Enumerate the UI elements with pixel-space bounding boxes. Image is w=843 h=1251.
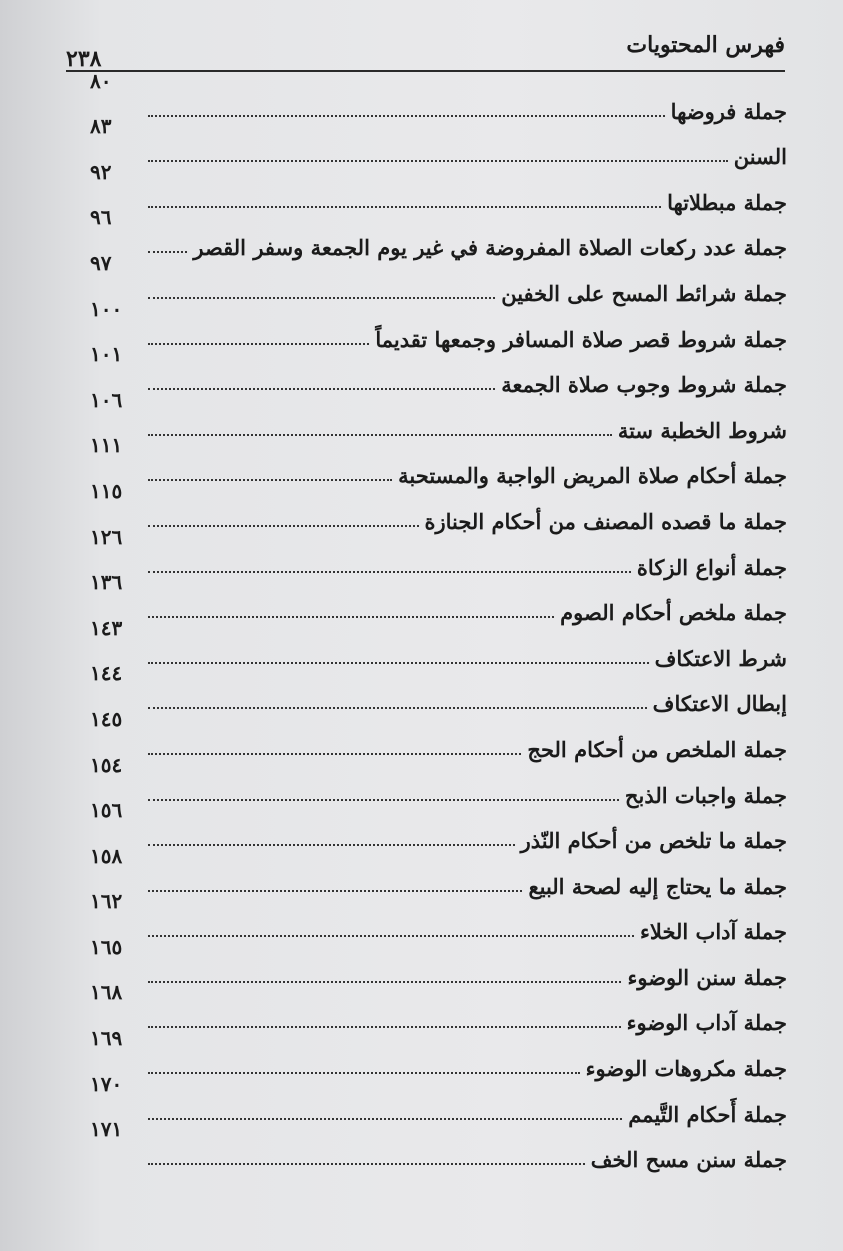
toc-entry-title: جملة ما قصده المصنف من أحكام الجنازة (424, 508, 787, 534)
toc-entry-title: جملة شروط قصر صلاة المسافر وجمعها تقديماً (375, 326, 787, 352)
toc-entry (90, 387, 787, 451)
toc-entry (90, 1026, 787, 1089)
toc-entry-title: جملة آداب الخلاء (640, 919, 787, 945)
header-title: فهرس المحتويات (626, 32, 785, 58)
toc-entry (90, 1071, 787, 1135)
dot-leader (148, 388, 495, 390)
toc-row (90, 296, 787, 352)
toc-row (90, 1026, 787, 1082)
toc-entry (90, 478, 787, 542)
toc-entry-page: ١٦٨ (90, 980, 123, 1005)
dot-leader (148, 1163, 585, 1165)
toc-row (90, 1071, 787, 1127)
toc-entry-page: ١٠٦ (90, 387, 123, 412)
toc-entry-title: جملة واجبات الذبح (624, 782, 787, 808)
toc-entry-title: جملة سنن مسح الخف (590, 1147, 787, 1173)
dot-leader (148, 890, 522, 892)
toc-row (90, 843, 787, 899)
dot-leader (148, 1072, 580, 1074)
toc-entry-page: ٨٠ (90, 68, 112, 93)
toc-entry (90, 342, 787, 406)
toc-entry-page: ١٥٨ (90, 843, 123, 868)
toc-entry-title: جملة شروط وجوب صلاة الجمعة (501, 372, 787, 398)
dot-leader (148, 981, 621, 983)
toc-entry-page: ١٤٣ (90, 615, 123, 640)
toc-entry (90, 706, 787, 770)
toc-row (90, 524, 787, 580)
toc-row (90, 661, 787, 717)
toc-entry (90, 615, 787, 679)
toc-entry-page: ١٦٥ (90, 934, 123, 959)
toc-entry-title: جملة الملخص من أحكام الحج (527, 736, 787, 762)
dot-leader (148, 251, 187, 253)
toc-entry-title: جملة فروضها (670, 98, 787, 124)
toc-entry (90, 433, 787, 497)
toc-entry (90, 661, 787, 725)
toc-entry-title: جملة أنواع الزكاة (636, 554, 787, 580)
toc-entry-title: شروط الخطبة ستة (617, 417, 787, 443)
toc-entry (90, 980, 787, 1044)
dot-leader (148, 297, 495, 299)
toc-entry (90, 524, 787, 588)
toc-entry-title: جملة ما يحتاج إليه لصحة البيع (528, 873, 787, 899)
toc-row (90, 889, 787, 945)
toc-entry-page: ١٤٤ (90, 661, 123, 686)
toc-entry-page: ١٧١ (90, 1117, 123, 1142)
toc-row (90, 342, 787, 398)
toc-row (90, 980, 787, 1036)
toc-entry-page: ١٧٠ (90, 1071, 123, 1096)
toc-entry-title: إبطال الاعتكاف (652, 691, 787, 717)
toc-row (90, 615, 787, 671)
toc-entry (90, 889, 787, 953)
dot-leader (148, 935, 634, 937)
dot-leader (148, 616, 554, 618)
dot-leader (148, 160, 728, 162)
toc-entry (90, 205, 787, 269)
toc-entry (90, 296, 787, 360)
dot-leader (148, 1026, 621, 1028)
dot-leader (148, 343, 369, 345)
toc-entry-page: ١٦٩ (90, 1026, 123, 1051)
toc-entry-page: ١١١ (90, 433, 123, 458)
toc-entry-page: ١٤٥ (90, 706, 123, 731)
dot-leader (148, 206, 661, 208)
toc-row (90, 752, 787, 808)
dot-leader (148, 525, 419, 527)
toc-entry (90, 752, 787, 816)
toc-entry-title: جملة مكروهات الوضوء (585, 1056, 787, 1082)
toc-entry-title: جملة أحكام صلاة المريض الواجبة والمستحبة (398, 463, 787, 489)
toc-entry-page: ١٣٦ (90, 570, 123, 595)
dot-leader (148, 479, 392, 481)
page-number: ٢٣٨ (66, 46, 102, 72)
dot-leader (148, 844, 515, 846)
dot-leader (148, 707, 647, 709)
toc-entry-page: ١٥٦ (90, 798, 123, 823)
toc-entry (90, 68, 787, 132)
toc-row (90, 68, 787, 124)
dot-leader (148, 1118, 622, 1120)
toc-entry-title: جملة عدد ركعات الصلاة المفروضة في غير يوم الجمعة وسفر القصر (193, 235, 787, 261)
toc-entry-page: ١٥٤ (90, 752, 123, 777)
toc-entry-title: جملة مبطلاتها (667, 189, 787, 215)
toc-entry (90, 250, 787, 314)
toc-entry (90, 570, 787, 634)
dot-leader (148, 799, 619, 801)
toc-entry-page: ٩٢ (90, 159, 112, 184)
dot-leader (148, 434, 612, 436)
toc-row (90, 114, 787, 170)
toc-entry-title: جملة ملخص أحكام الصوم (560, 600, 787, 626)
toc-entry-title: شرط الاعتكاف (654, 645, 787, 671)
toc-entry-page: ٨٣ (90, 114, 112, 139)
toc-row (90, 433, 787, 489)
toc-entry-page: ١٢٦ (90, 524, 123, 549)
toc-row (90, 250, 787, 306)
toc-entry (90, 934, 787, 998)
toc-row (90, 478, 787, 534)
toc-entry-title: جملة سنن الوضوء (627, 964, 787, 990)
toc-entry (90, 114, 787, 178)
toc-entry-page: ١١٥ (90, 478, 123, 503)
toc-entry-page: ٩٦ (90, 205, 112, 230)
toc-entry-page: ١٠٠ (90, 296, 123, 321)
toc-entry-title: السنن (733, 144, 787, 170)
toc-entry-page: ٩٧ (90, 250, 112, 275)
table-of-contents (90, 68, 787, 1180)
toc-row (90, 205, 787, 261)
toc-row (90, 934, 787, 990)
toc-entry-page: ١٠١ (90, 342, 123, 367)
toc-entry (90, 1117, 787, 1181)
dot-leader (148, 662, 649, 664)
toc-row (90, 798, 787, 854)
dot-leader (148, 753, 521, 755)
dot-leader (148, 115, 665, 117)
dot-leader (148, 571, 631, 573)
toc-row (90, 706, 787, 762)
toc-entry (90, 843, 787, 907)
toc-row (90, 570, 787, 626)
toc-entry-title: جملة آداب الوضوء (626, 1010, 787, 1036)
toc-entry-page: ١٦٢ (90, 889, 123, 914)
toc-entry-title: جملة شرائط المسح على الخفين (501, 280, 787, 306)
toc-entry (90, 159, 787, 223)
toc-row (90, 1117, 787, 1173)
toc-row (90, 387, 787, 443)
toc-entry (90, 798, 787, 862)
toc-row (90, 159, 787, 215)
toc-entry-title: جملة ما تلخص من أحكام النّذر (520, 828, 787, 854)
page-header (66, 28, 785, 72)
toc-entry-title: جملة أَحكام التَّيمم (628, 1101, 787, 1127)
